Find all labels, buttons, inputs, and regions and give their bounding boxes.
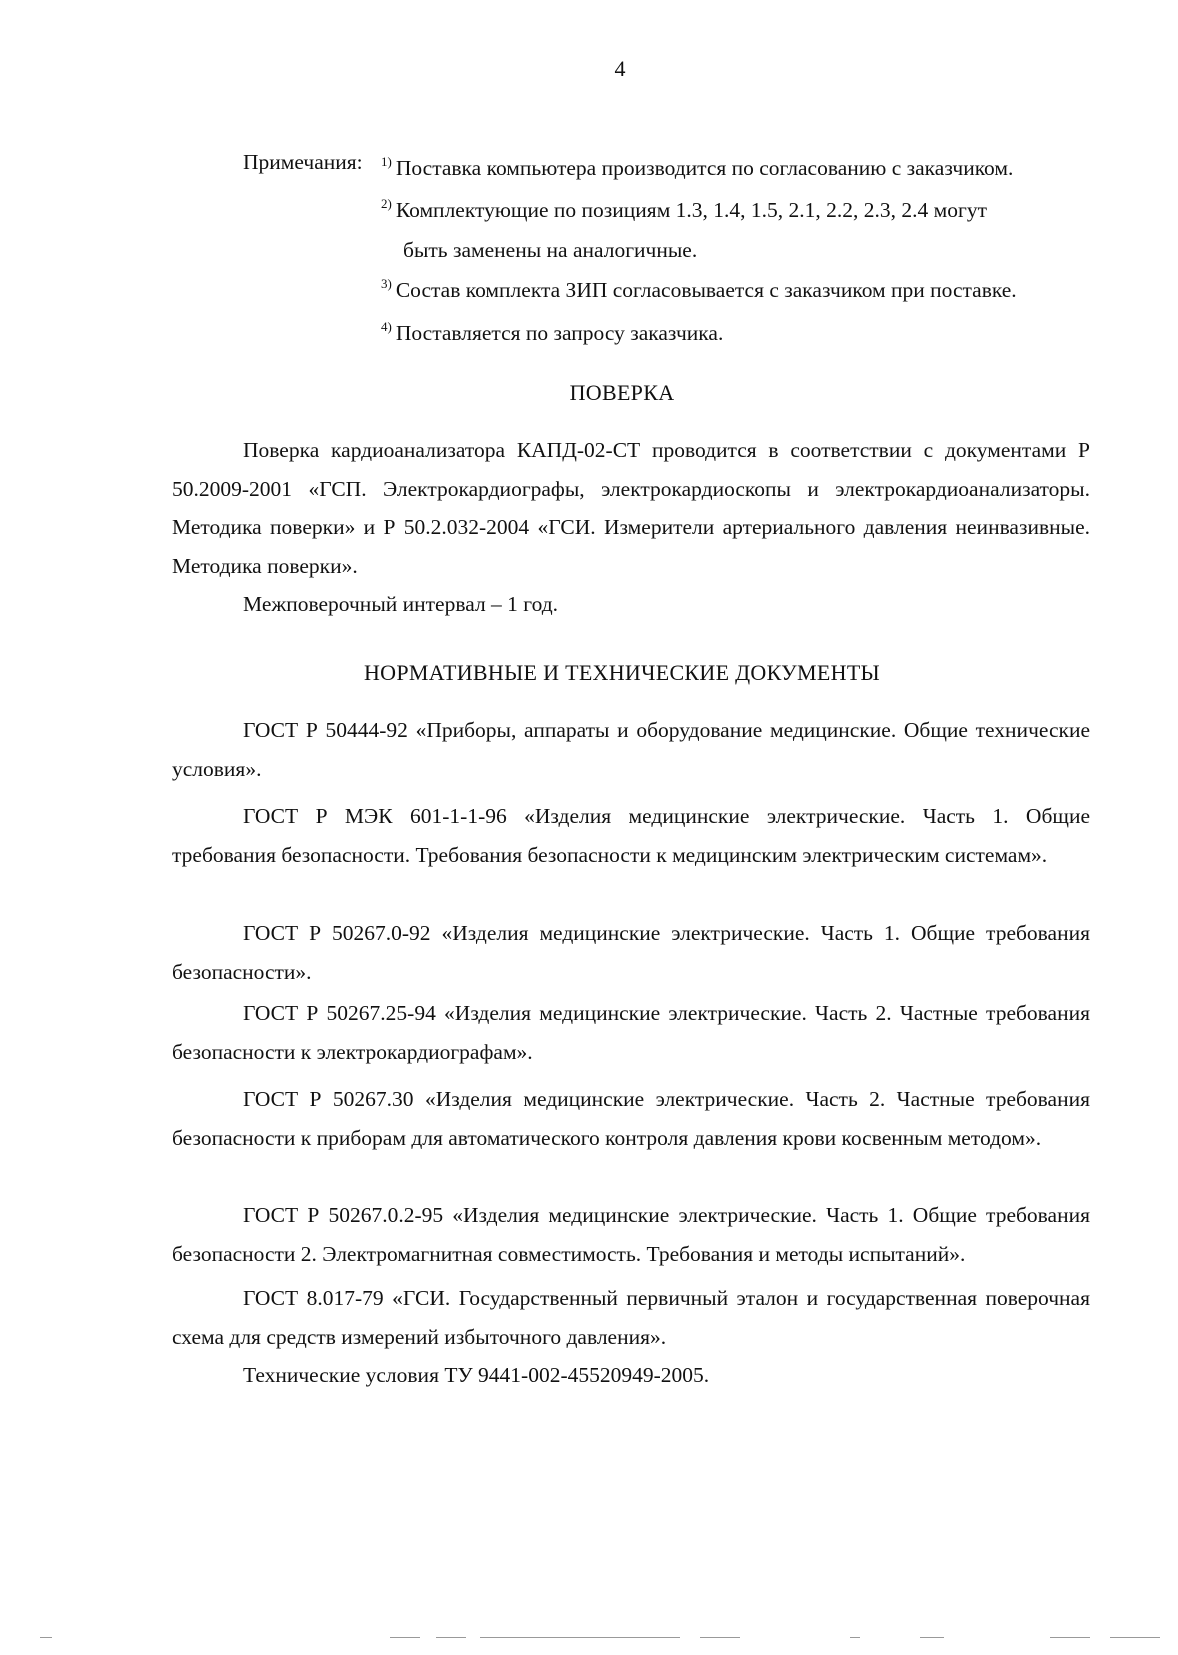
note-mark: 3)	[381, 276, 392, 291]
note-text-continuation: быть заменены на аналогичные.	[403, 238, 698, 262]
notes-label: Примечания:	[243, 150, 363, 174]
note-mark: 4)	[381, 319, 392, 334]
document-item: ГОСТ Р МЭК 601-1-1-96 «Изделия медицинские электрические. Часть 1. Общие требования безопасности. Требования безопасности к медицинским электрическим системам».	[172, 804, 1090, 867]
scan-artifacts	[0, 1637, 1178, 1643]
technical-conditions: Технические условия ТУ 9441-002-45520949-2005.	[243, 1363, 710, 1387]
note-item	[381, 142, 1101, 188]
note-text: Комплектующие по позициям 1.3, 1.4, 1.5, 2.1, 2.2, 2.3, 2.4 могут	[395, 198, 987, 222]
note-item	[381, 184, 1101, 270]
document-item: ГОСТ Р 50267.0.2-95 «Изделия медицинские электрические. Часть 1. Общие требования безопасности 2. Электромагнитная совместимость. Требования и методы испытаний».	[172, 1203, 1090, 1266]
page-number: 4	[614, 56, 626, 81]
documents-heading: НОРМАТИВНЫЕ И ТЕХНИЧЕСКИЕ ДОКУМЕНТЫ	[363, 660, 881, 685]
document-item: ГОСТ Р 50267.25-94 «Изделия медицинские электрические. Часть 2. Частные требования безопасности к электрокардиографам».	[172, 1001, 1090, 1064]
note-mark: 2)	[381, 196, 392, 211]
document-item: ГОСТ 8.017-79 «ГСИ. Государственный первичный эталон и государственная поверочная схема для средств измерений избыточного давления».	[172, 1286, 1090, 1349]
document-item: ГОСТ Р 50267.30 «Изделия медицинские электрические. Часть 2. Частные требования безопасности к приборам для автоматического контроля давления крови косвенным методом».	[172, 1087, 1090, 1150]
note-item	[381, 307, 1101, 353]
note-text: Состав комплекта ЗИП согласовывается с заказчиком при поставке.	[395, 278, 1017, 302]
verification-interval: Межповерочный интервал – 1 год.	[243, 592, 559, 616]
note-text: Поставляется по запросу заказчика.	[395, 321, 724, 345]
note-item	[381, 264, 1101, 310]
verification-heading: ПОВЕРКА	[569, 380, 675, 405]
verification-paragraph: Поверка кардиоанализатора КАПД-02-СТ проводится в соответствии с документами Р 50.2009-2001 «ГСП. Электрокардиографы, электрокардиоскопы и электрокардиоанализаторы. Методика поверки» и Р 50.2.032-2004 «ГСИ. Измерители артериального давления неинвазивные. Методика поверки».	[172, 438, 1090, 578]
document-item: ГОСТ Р 50444-92 «Приборы, аппараты и оборудование медицинские. Общие технические условия».	[172, 718, 1090, 781]
note-text: Поставка компьютера производится по согласованию с заказчиком.	[395, 156, 1014, 180]
document-item: ГОСТ Р 50267.0-92 «Изделия медицинские электрические. Часть 1. Общие требования безопасности».	[172, 921, 1090, 984]
note-mark: 1)	[381, 154, 392, 169]
